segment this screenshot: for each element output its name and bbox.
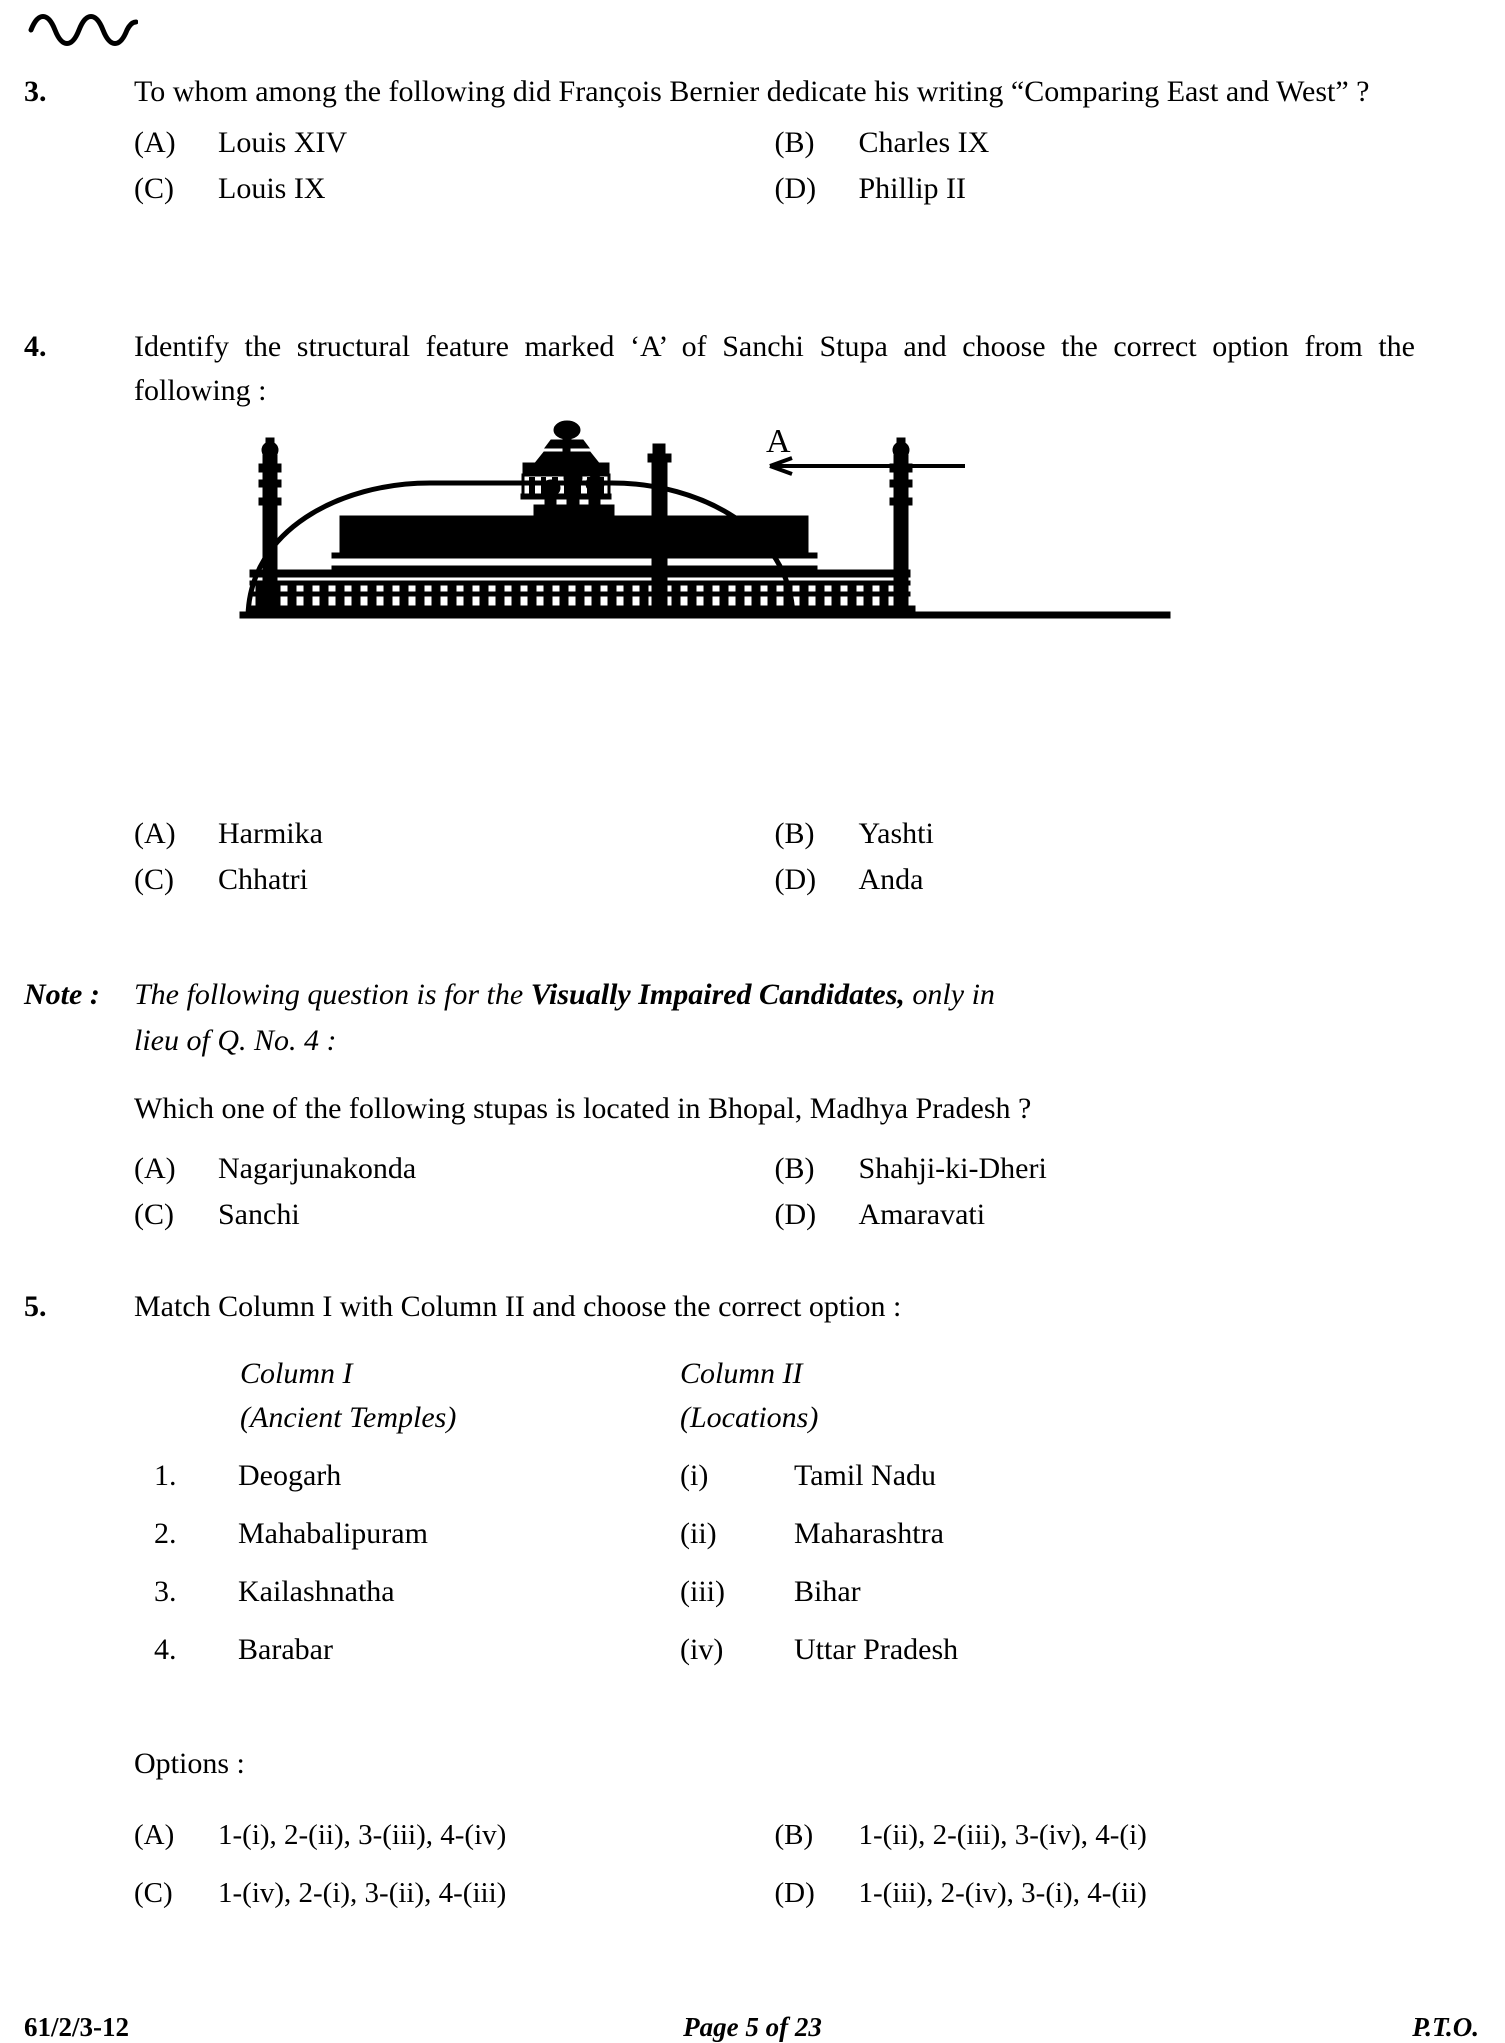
match-table-header [240, 1352, 1505, 1396]
vedika-railing-upper [332, 553, 817, 571]
option-5-a-key: (A) [134, 1819, 175, 1851]
question-5-options [0, 1800, 1505, 1922]
vi-question-text: Which one of the following stupas is located in Bhopal, Madhya Pradesh ? [134, 1092, 1032, 1125]
vi-option-d[interactable] [775, 1192, 1416, 1238]
option-4-d-key: (D) [774, 863, 817, 896]
option-3-d-key: (D) [774, 172, 817, 205]
option-4-b-label: Yashti [858, 817, 934, 850]
row-3-number: 3. [154, 1575, 177, 1608]
option-5-c[interactable] [134, 1864, 775, 1922]
option-4-c[interactable] [134, 857, 775, 903]
pto-label: P.T.O. [1412, 2012, 1479, 2042]
table-row [154, 1570, 1505, 1614]
question-3 [0, 70, 1505, 212]
note-text [134, 972, 1415, 1064]
row-2-number: 2. [154, 1517, 177, 1550]
note-line1-before: The following question is for the [134, 978, 531, 1011]
option-5-b-label: 1-(ii), 2-(iii), 3-(iv), 4-(i) [858, 1819, 1147, 1851]
option-5-b[interactable] [775, 1806, 1416, 1864]
option-4-a[interactable] [134, 811, 775, 857]
paper-code: 61/2/3-12 [24, 2012, 129, 2042]
question-4-number: 4. [24, 330, 47, 363]
option-5-b-key: (B) [774, 1819, 814, 1851]
vi-option-a-key: (A) [134, 1152, 176, 1185]
vi-option-c-key: (C) [134, 1198, 174, 1231]
option-4-a-label: Harmika [218, 817, 323, 850]
note-line2: lieu of Q. No. 4 : [134, 1024, 337, 1057]
table-row [154, 1628, 1505, 1672]
option-4-d[interactable] [775, 857, 1416, 903]
vi-question-options [0, 1140, 1505, 1238]
option-3-a[interactable] [134, 120, 775, 166]
row-3-ritem: Bihar [794, 1575, 861, 1608]
row-3-rnum: (iii) [680, 1575, 725, 1608]
option-4-c-key: (C) [134, 863, 174, 896]
row-2-rnum: (ii) [680, 1517, 717, 1550]
table-row [154, 1512, 1505, 1556]
option-3-d[interactable] [775, 166, 1416, 212]
question-5-number: 5. [24, 1290, 47, 1323]
row-2-ritem: Maharashtra [794, 1517, 944, 1550]
svg-text:A: A [766, 423, 791, 460]
row-1-ritem: Tamil Nadu [794, 1459, 937, 1492]
vi-option-b-label: Shahji-ki-Dheri [858, 1152, 1047, 1185]
row-1-item: Deogarh [238, 1459, 342, 1492]
row-4-rnum: (iv) [680, 1633, 724, 1666]
vi-option-a[interactable] [134, 1146, 775, 1192]
vedika-railing-lower [250, 570, 915, 612]
question-4 [0, 325, 1505, 413]
option-5-a-label: 1-(i), 2-(ii), 3-(iii), 4-(iv) [218, 1819, 507, 1851]
note-block [0, 972, 1505, 1064]
chhatri-icon [536, 421, 598, 468]
row-1-rnum: (i) [680, 1459, 709, 1492]
vi-option-a-label: Nagarjunakonda [218, 1152, 417, 1185]
option-5-d-key: (D) [774, 1877, 815, 1909]
vi-option-c[interactable] [134, 1192, 775, 1238]
row-4-number: 4. [154, 1633, 177, 1666]
note-line1-after: only in [904, 978, 995, 1011]
question-3-options [134, 120, 1415, 212]
wavy-line-mark [28, 8, 138, 48]
question-3-number: 3. [24, 75, 47, 108]
option-4-a-key: (A) [134, 817, 176, 850]
vi-option-b-key: (B) [774, 1152, 815, 1185]
column2-title: Column II [680, 1357, 803, 1390]
row-2-item: Mahabalipuram [238, 1517, 428, 1550]
vi-option-b[interactable] [775, 1146, 1416, 1192]
option-3-b-key: (B) [774, 126, 815, 159]
sanchi-stupa-diagram [0, 420, 1505, 720]
note-label: Note : [24, 978, 100, 1011]
option-3-d-label: Phillip II [858, 172, 967, 205]
option-5-d[interactable] [775, 1864, 1416, 1922]
row-4-item: Barabar [238, 1633, 333, 1666]
option-5-a[interactable] [134, 1806, 775, 1864]
note-line1-bold: Visually Impaired Candidates, [530, 978, 905, 1011]
row-1-number: 1. [154, 1459, 177, 1492]
vi-option-c-label: Sanchi [218, 1198, 300, 1231]
option-3-c[interactable] [134, 166, 775, 212]
column1-subtitle: (Ancient Temples) [240, 1401, 457, 1434]
option-4-d-label: Anda [858, 863, 924, 896]
marker-a-annotation [766, 423, 965, 474]
question-3-text: To whom among the following did François Bernier dedicate his writing “Comparing East and West” ? [134, 75, 1370, 108]
option-3-a-label: Louis XIV [218, 126, 348, 159]
option-4-b[interactable] [775, 811, 1416, 857]
question-4-options [0, 805, 1505, 903]
table-row [154, 1454, 1505, 1498]
option-4-b-key: (B) [774, 817, 815, 850]
question-5-text: Match Column I with Column II and choose the correct option : [134, 1290, 902, 1323]
option-3-b[interactable] [775, 120, 1416, 166]
vi-option-d-key: (D) [774, 1198, 817, 1231]
question-4-text: Identify the structural feature marked ‘A’ of Sanchi Stupa and choose the correct option from the following : [134, 330, 1415, 407]
column2-subtitle: (Locations) [680, 1401, 819, 1434]
match-table [0, 1352, 1505, 1672]
page-number: Page 5 of 23 [683, 2012, 822, 2042]
option-5-d-label: 1-(iii), 2-(iv), 3-(i), 4-(ii) [858, 1877, 1147, 1909]
option-3-c-key: (C) [134, 172, 174, 205]
option-3-c-label: Louis IX [218, 172, 326, 205]
row-3-item: Kailashnatha [238, 1575, 395, 1608]
row-4-ritem: Uttar Pradesh [794, 1633, 959, 1666]
vi-option-d-label: Amaravati [858, 1198, 986, 1231]
question-5 [0, 1285, 1505, 1329]
option-5-c-key: (C) [134, 1877, 173, 1909]
match-table-subheader [240, 1396, 1505, 1440]
option-5-c-label: 1-(iv), 2-(i), 3-(ii), 4-(iii) [218, 1877, 507, 1909]
option-4-c-label: Chhatri [218, 863, 308, 896]
option-3-b-label: Charles IX [858, 126, 990, 159]
options-label: Options : [134, 1747, 245, 1780]
option-3-a-key: (A) [134, 126, 176, 159]
column1-title: Column I [240, 1357, 353, 1390]
